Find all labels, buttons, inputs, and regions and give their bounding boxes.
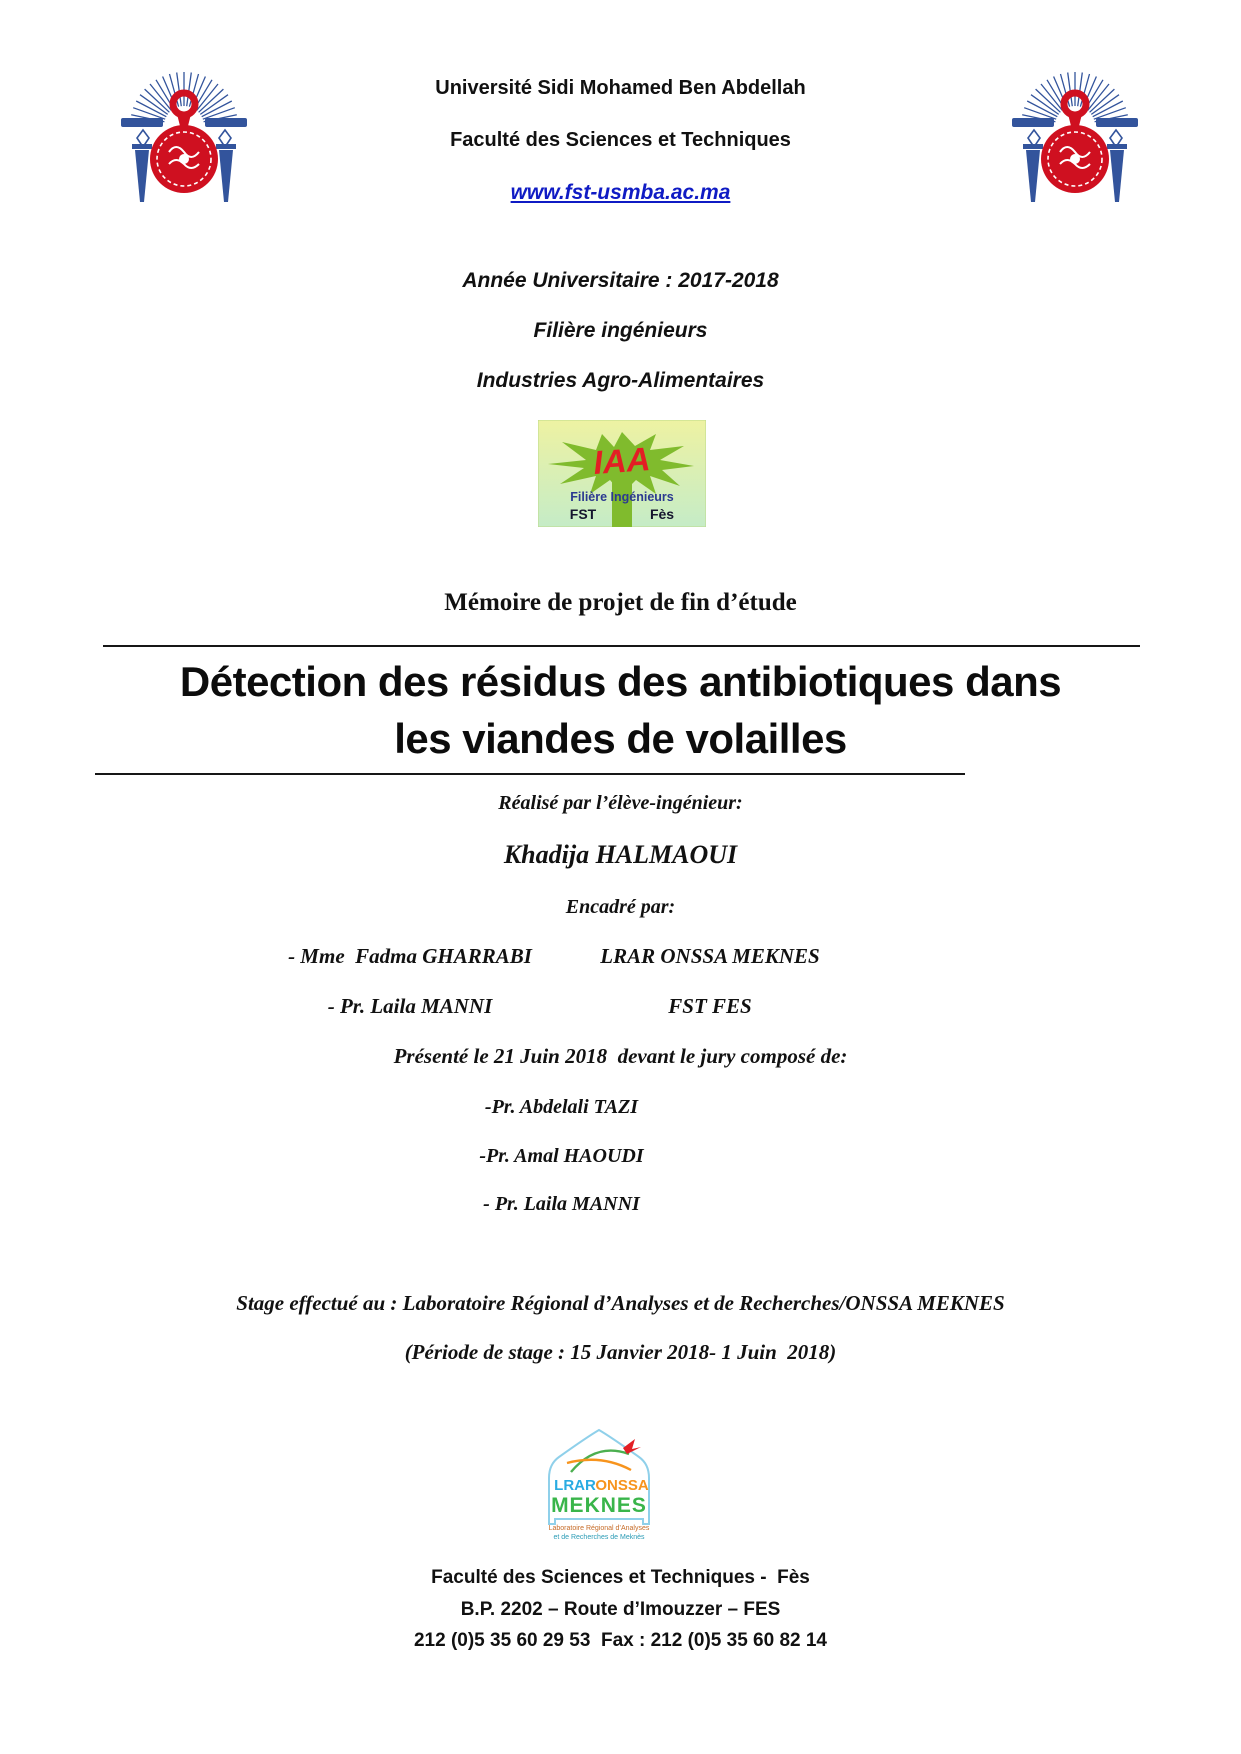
supervisor-affiliation: LRAR ONSSA MEKNES: [600, 944, 820, 968]
onssa-sub1-text: Laboratoire Régional d’Analyses: [548, 1525, 650, 1532]
jury-member: -Pr. Amal HAOUDI: [479, 1145, 644, 1167]
iaa-logo: [538, 420, 706, 527]
supervisor-row: [0, 993, 1241, 1021]
jury-member: -Pr. Abdelali TAZI: [484, 1096, 639, 1118]
onssa-onssa-text: ONSSA: [595, 1477, 649, 1494]
program-track: Filière ingénieurs: [533, 319, 708, 342]
footer-phone-line: 212 (0)5 35 60 29 53 Fax : 212 (0)5 35 60 82 14: [413, 1630, 828, 1651]
supervisor-affiliation: FST FES: [668, 994, 752, 1018]
title-rule-top: [103, 645, 1140, 647]
supervisor-row: [0, 943, 1241, 971]
memoir-kind: Mémoire de projet de fin d’étude: [444, 589, 797, 616]
program-specialty: Industries Agro-Alimentaires: [476, 369, 765, 392]
supervisor-name: - Pr. Laila MANNI: [327, 994, 493, 1018]
thesis-title-line2: les viandes de volailles: [394, 715, 847, 762]
faculty-name: Faculté des Sciences et Techniques: [450, 129, 791, 151]
student-name: Khadija HALMAOUI: [503, 840, 738, 869]
thesis-title-line1: Détection des résidus des antibiotiques dans: [179, 658, 1062, 705]
internship-period: (Période de stage : 15 Janvier 2018- 1 Juin 2018): [404, 1340, 837, 1364]
university-name: Université Sidi Mohamed Ben Abdellah: [435, 77, 806, 99]
title-rule-bottom: [95, 773, 965, 775]
onssa-city-text: MEKNES: [551, 1494, 647, 1517]
iaa-fst-label: FST: [569, 506, 597, 522]
iaa-fes-label: Fès: [649, 506, 675, 522]
onssa-sub2-text: et de Recherches de Meknès: [553, 1534, 645, 1541]
footer-faculty-line: Faculté des Sciences et Techniques - Fès: [431, 1567, 810, 1588]
encadre-label: Encadré par:: [565, 896, 676, 918]
supervisor-name: - Mme Fadma GHARRABI: [288, 944, 532, 968]
academic-year: Année Universitaire : 2017-2018: [462, 269, 779, 292]
onssa-lrar-text: LRAR: [554, 1477, 596, 1494]
onssa-lrar-logo: [541, 1426, 657, 1548]
realise-label: Réalisé par l’élève-ingénieur:: [498, 792, 743, 814]
jury-member: - Pr. Laila MANNI: [483, 1193, 640, 1215]
website-row: [0, 181, 1241, 205]
footer-address-line: B.P. 2202 – Route d’Imouzzer – FES: [460, 1599, 781, 1620]
website-link[interactable]: www.fst-usmba.ac.ma: [510, 181, 731, 204]
jury-intro: Présenté le 21 Juin 2018 devant le jury composé de:: [393, 1044, 848, 1068]
iaa-caption: Filière Ingénieurs: [570, 490, 674, 504]
internship-place: Stage effectué au : Laboratoire Régional d’Analyses et de Recherches/ONSSA MEKNES: [236, 1291, 1005, 1315]
iaa-acronym: IAA: [592, 440, 652, 481]
